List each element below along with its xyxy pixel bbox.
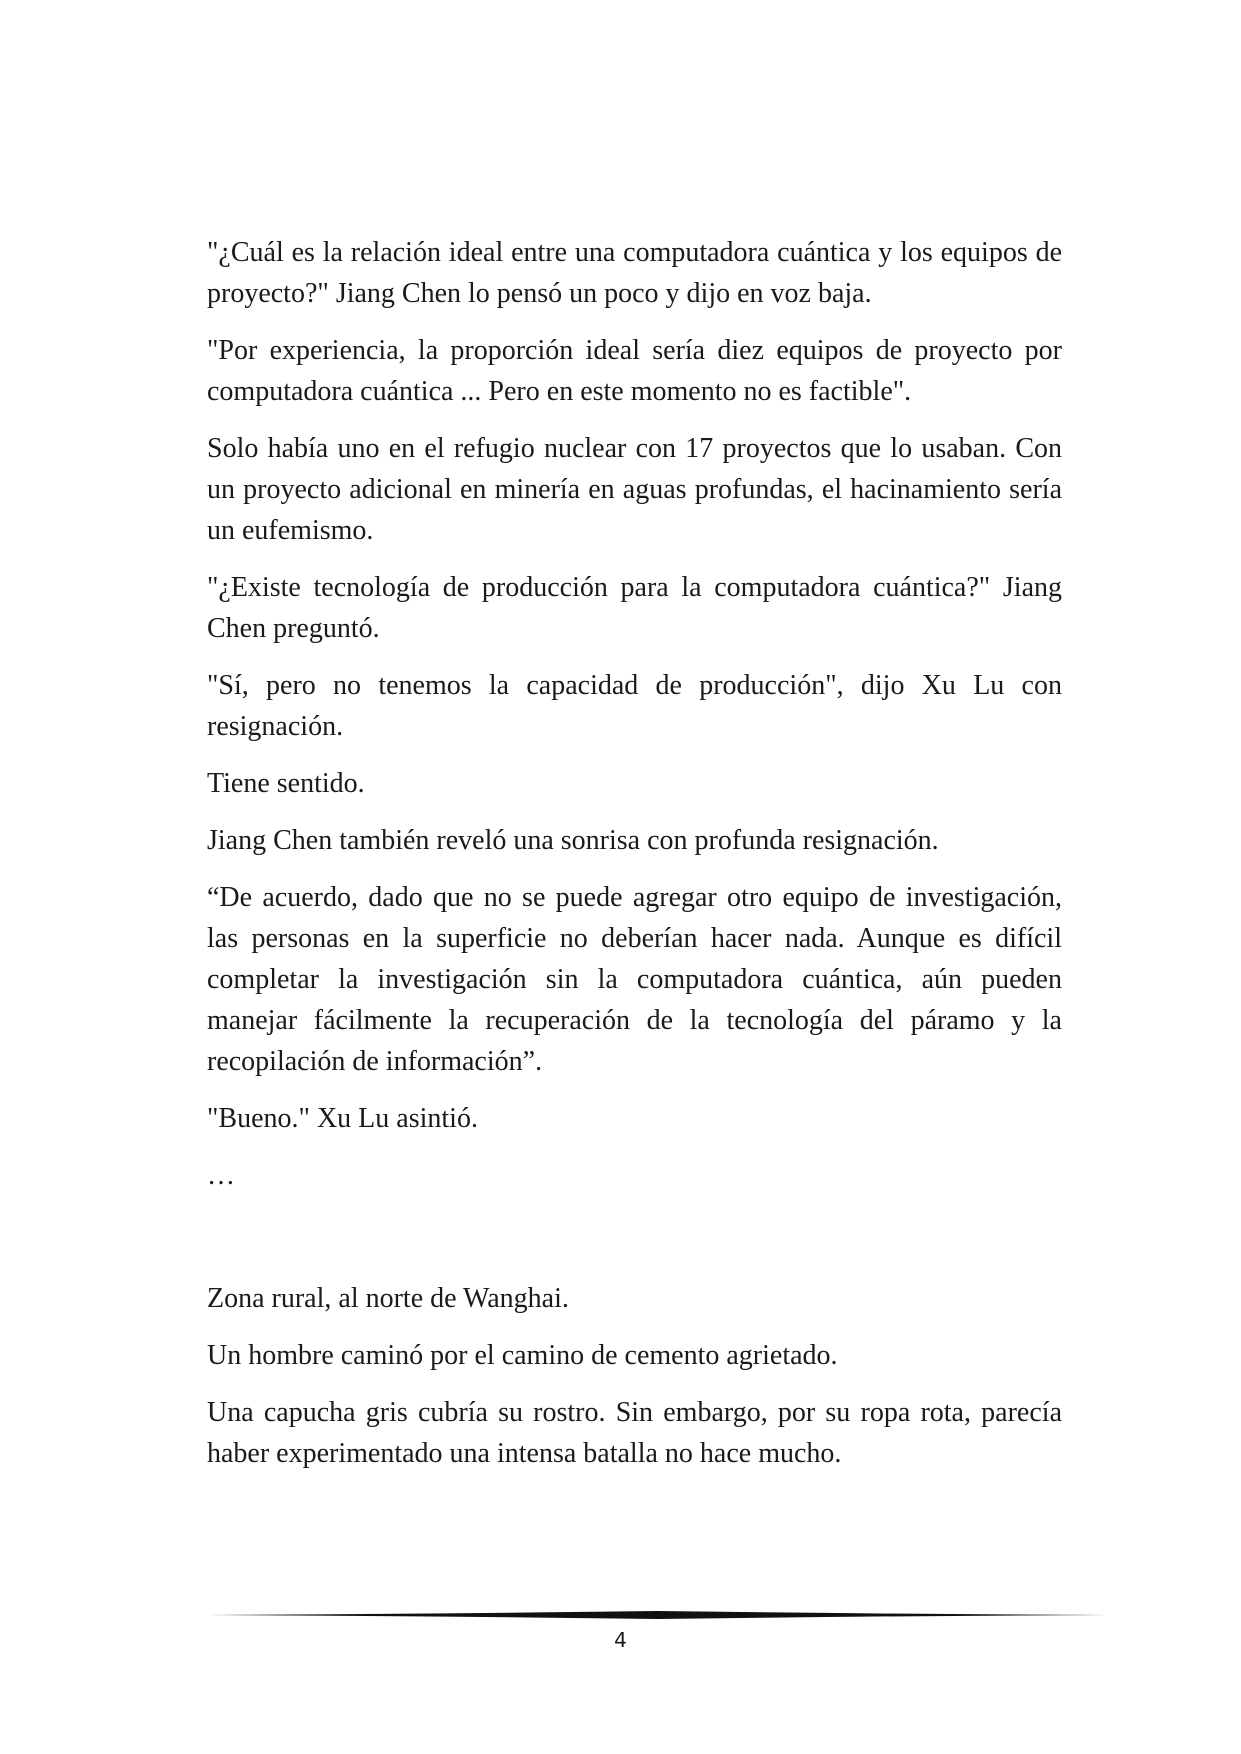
paragraph-6: Tiene sentido. — [207, 768, 365, 799]
paragraph-2: "Por experiencia, la proporción ideal sería diez equipos de proyecto por computadora cuántica ... Pero en este momento no es factible". — [207, 335, 1062, 407]
paragraph-8: “De acuerdo, dado que no se puede agregar otro equipo de investigación, las personas en la superficie no deberían hacer nada. Aunque es difícil completar la investigación sin la computadora cuántica, aún pueden manejar fácilmente la recuperación de la tecnología del páramo y la recopilación de información”. — [207, 882, 1062, 1077]
paragraph-1: "¿Cuál es la relación ideal entre una computadora cuántica y los equipos de proyecto?" Jiang Chen lo pensó un poco y dijo en voz baja. — [207, 237, 1062, 309]
paragraph-9: "Bueno." Xu Lu asintió. — [207, 1103, 478, 1134]
page-number: 4 — [614, 1628, 627, 1652]
paragraph-4: "¿Existe tecnología de producción para la computadora cuántica?" Jiang Chen preguntó. — [207, 572, 1062, 644]
body-text — [207, 232, 1062, 1490]
paragraph-12: Una capucha gris cubría su rostro. Sin embargo, por su ropa rota, parecía haber experimentado una intensa batalla no hace mucho. — [207, 1397, 1062, 1469]
paragraph-7: Jiang Chen también reveló una sonrisa con profunda resignación. — [207, 825, 939, 856]
paragraph-11: Un hombre caminó por el camino de cemento agrietado. — [207, 1340, 838, 1371]
paragraph-3: Solo había uno en el refugio nuclear con 17 proyectos que lo usaban. Con un proyecto adicional en minería en aguas profundas, el hacinamiento sería un eufemismo. — [207, 433, 1062, 546]
scene-break — [207, 1212, 1062, 1278]
footer-rule — [207, 1608, 1107, 1622]
ellipsis-line: … — [207, 1160, 235, 1191]
paragraph-5: "Sí, pero no tenemos la capacidad de producción", dijo Xu Lu con resignación. — [207, 670, 1062, 742]
paragraph-10: Zona rural, al norte de Wanghai. — [207, 1283, 569, 1314]
